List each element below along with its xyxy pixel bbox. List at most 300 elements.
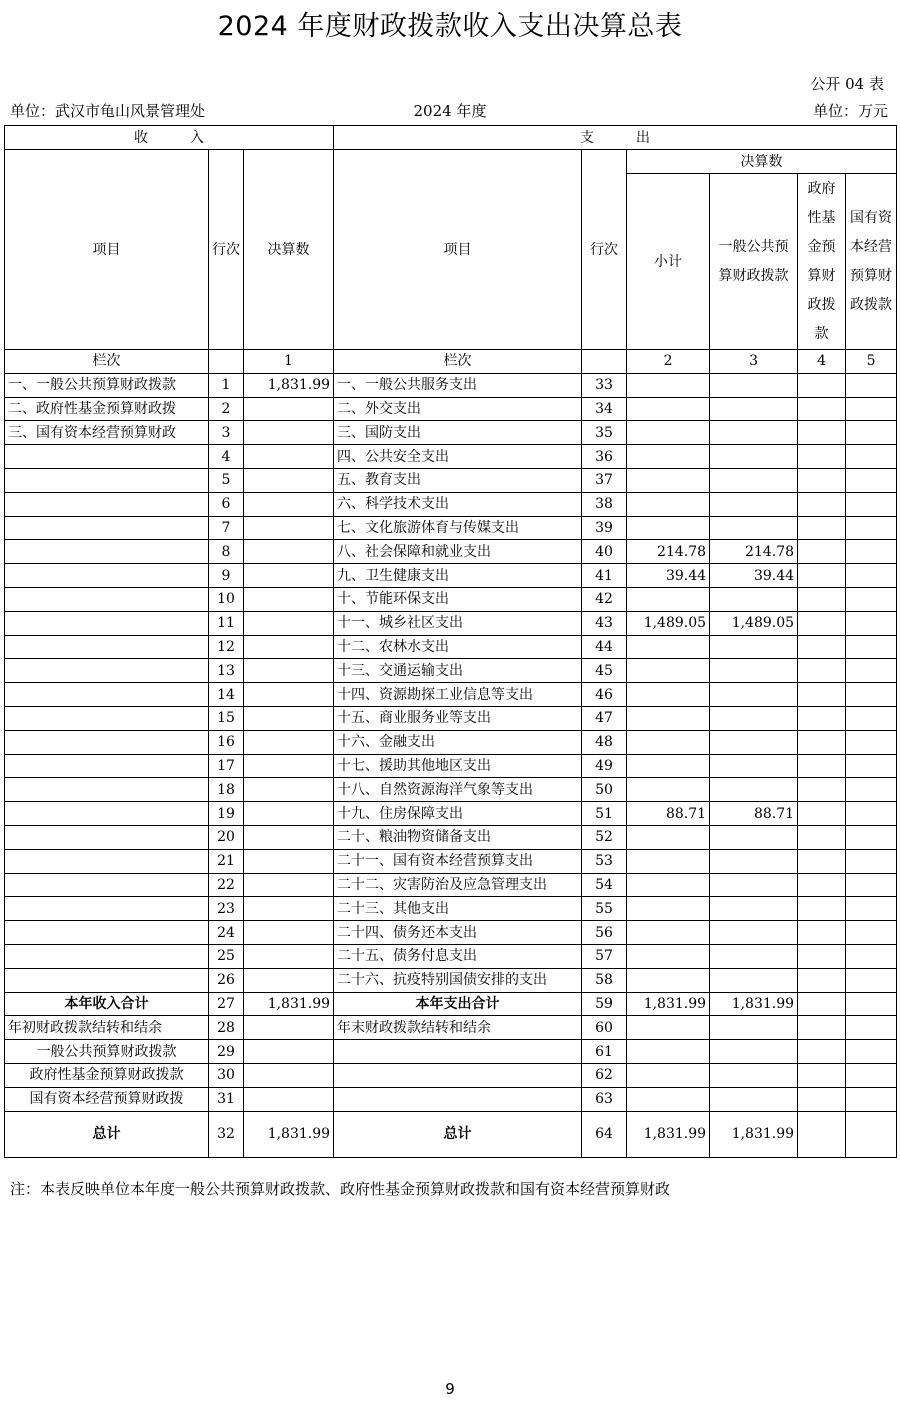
expense-general-budget bbox=[710, 873, 798, 897]
income-amount-header: 决算数 bbox=[244, 150, 334, 350]
expense-state-capital bbox=[846, 635, 897, 659]
table-row bbox=[5, 587, 897, 611]
income-item bbox=[5, 540, 209, 564]
expense-gov-fund bbox=[798, 897, 846, 921]
expense-item: 三、国防支出 bbox=[334, 421, 582, 445]
expense-subtotal bbox=[627, 897, 710, 921]
expense-gov-fund bbox=[798, 683, 846, 707]
expense-general-budget bbox=[710, 706, 798, 730]
expense-general-budget bbox=[710, 445, 798, 469]
income-row-number: 26 bbox=[209, 968, 244, 992]
income-item: 政府性基金预算财政拨款 bbox=[5, 1063, 209, 1087]
expense-item: 六、科学技术支出 bbox=[334, 492, 582, 516]
income-item bbox=[5, 611, 209, 635]
income-item: 本年收入合计 bbox=[5, 992, 209, 1016]
table-row bbox=[5, 683, 897, 707]
income-item: 一般公共预算财政拨款 bbox=[5, 1040, 209, 1064]
expense-item: 二十六、抗疫特别国债安排的支出 bbox=[334, 968, 582, 992]
expense-subtotal bbox=[627, 516, 710, 540]
income-item bbox=[5, 897, 209, 921]
page-number: 9 bbox=[445, 1380, 455, 1398]
expense-subtotal bbox=[627, 492, 710, 516]
expense-item: 九、卫生健康支出 bbox=[334, 564, 582, 588]
table-row bbox=[5, 706, 897, 730]
income-amount bbox=[244, 587, 334, 611]
expense-gov-fund bbox=[798, 611, 846, 635]
income-amount: 1,831.99 bbox=[244, 1111, 334, 1157]
income-amount bbox=[244, 564, 334, 588]
expense-state-capital bbox=[846, 706, 897, 730]
expense-item bbox=[334, 1087, 582, 1111]
expense-subtotal bbox=[627, 754, 710, 778]
expense-item bbox=[334, 1040, 582, 1064]
expense-state-capital bbox=[846, 373, 897, 397]
income-item bbox=[5, 706, 209, 730]
expense-subtotal bbox=[627, 730, 710, 754]
table-row bbox=[5, 492, 897, 516]
expense-gov-fund bbox=[798, 516, 846, 540]
income-row-number: 15 bbox=[209, 706, 244, 730]
table-row bbox=[5, 540, 897, 564]
income-row-number: 17 bbox=[209, 754, 244, 778]
income-amount bbox=[244, 492, 334, 516]
income-row-number: 4 bbox=[209, 445, 244, 469]
expense-state-capital bbox=[846, 873, 897, 897]
income-amount bbox=[244, 1063, 334, 1087]
lanci-label: 栏次 bbox=[334, 350, 582, 374]
expense-row-number: 52 bbox=[582, 825, 627, 849]
expense-state-capital bbox=[846, 611, 897, 635]
income-item-header: 项目 bbox=[5, 150, 209, 350]
table-row bbox=[5, 1016, 897, 1040]
expense-row-number: 44 bbox=[582, 635, 627, 659]
expense-general-budget bbox=[710, 397, 798, 421]
expense-gov-fund bbox=[798, 587, 846, 611]
income-amount: 1,831.99 bbox=[244, 373, 334, 397]
income-item bbox=[5, 968, 209, 992]
expense-state-capital bbox=[846, 659, 897, 683]
income-item bbox=[5, 468, 209, 492]
expense-row-number: 36 bbox=[582, 445, 627, 469]
expense-general-budget bbox=[710, 778, 798, 802]
expense-general-budget bbox=[710, 1016, 798, 1040]
expense-general-budget bbox=[710, 421, 798, 445]
table-row bbox=[5, 730, 897, 754]
expense-state-capital bbox=[846, 421, 897, 445]
subtotal-header: 小计 bbox=[627, 174, 710, 350]
expense-general-budget bbox=[710, 754, 798, 778]
expense-item: 十二、农林水支出 bbox=[334, 635, 582, 659]
expense-state-capital bbox=[846, 825, 897, 849]
expense-item: 二十四、债务还本支出 bbox=[334, 921, 582, 945]
expense-state-capital bbox=[846, 992, 897, 1016]
income-item bbox=[5, 564, 209, 588]
expense-subtotal: 39.44 bbox=[627, 564, 710, 588]
income-row-number: 29 bbox=[209, 1040, 244, 1064]
income-header: 收 入 bbox=[5, 126, 334, 150]
expense-state-capital bbox=[846, 683, 897, 707]
expense-header: 支 出 bbox=[334, 126, 897, 150]
expense-item: 总计 bbox=[334, 1111, 582, 1157]
income-amount bbox=[244, 730, 334, 754]
expense-row-number: 33 bbox=[582, 373, 627, 397]
expense-state-capital bbox=[846, 778, 897, 802]
expense-item: 十九、住房保障支出 bbox=[334, 802, 582, 826]
expense-general-budget bbox=[710, 897, 798, 921]
income-amount bbox=[244, 635, 334, 659]
income-item bbox=[5, 683, 209, 707]
expense-state-capital bbox=[846, 1040, 897, 1064]
expense-row-number: 48 bbox=[582, 730, 627, 754]
income-row-number: 1 bbox=[209, 373, 244, 397]
expense-general-budget bbox=[710, 1063, 798, 1087]
income-item bbox=[5, 587, 209, 611]
income-amount bbox=[244, 468, 334, 492]
table-row bbox=[5, 611, 897, 635]
expense-state-capital bbox=[846, 445, 897, 469]
expense-subtotal bbox=[627, 921, 710, 945]
table-row bbox=[5, 397, 897, 421]
expense-general-budget bbox=[710, 468, 798, 492]
table-row bbox=[5, 825, 897, 849]
income-row-number: 6 bbox=[209, 492, 244, 516]
expense-subtotal bbox=[627, 968, 710, 992]
lanci-label: 栏次 bbox=[5, 350, 209, 374]
income-amount bbox=[244, 706, 334, 730]
unit-label: 单位：武汉市龟山风景管理处 bbox=[10, 102, 206, 120]
expense-item: 一、一般公共服务支出 bbox=[334, 373, 582, 397]
expense-state-capital bbox=[846, 754, 897, 778]
table-row bbox=[5, 659, 897, 683]
page-title: 2024 年度财政拨款收入支出决算总表 bbox=[217, 11, 683, 42]
expense-subtotal bbox=[627, 1063, 710, 1087]
expense-general-budget bbox=[710, 516, 798, 540]
expense-subtotal bbox=[627, 706, 710, 730]
expense-general-budget bbox=[710, 944, 798, 968]
expense-state-capital bbox=[846, 1016, 897, 1040]
expense-item: 十六、金融支出 bbox=[334, 730, 582, 754]
expense-subtotal bbox=[627, 421, 710, 445]
table-row bbox=[5, 1087, 897, 1111]
expense-state-capital bbox=[846, 1111, 897, 1157]
income-row-number: 12 bbox=[209, 635, 244, 659]
income-row-number: 3 bbox=[209, 421, 244, 445]
money-unit-label: 单位：万元 bbox=[812, 102, 888, 120]
table-row bbox=[5, 802, 897, 826]
income-item: 三、国有资本经营预算财政 bbox=[5, 421, 209, 445]
col-number: 2 bbox=[627, 350, 710, 374]
expense-general-budget: 88.71 bbox=[710, 802, 798, 826]
expense-state-capital bbox=[846, 944, 897, 968]
table-row bbox=[5, 944, 897, 968]
income-amount bbox=[244, 611, 334, 635]
expense-item: 十四、资源勘探工业信息等支出 bbox=[334, 683, 582, 707]
table-row bbox=[5, 754, 897, 778]
expense-row-number: 39 bbox=[582, 516, 627, 540]
income-row-number: 18 bbox=[209, 778, 244, 802]
expense-gov-fund bbox=[798, 1111, 846, 1157]
expense-general-budget bbox=[710, 825, 798, 849]
expense-item: 年末财政拨款结转和结余 bbox=[334, 1016, 582, 1040]
expense-general-budget: 214.78 bbox=[710, 540, 798, 564]
expense-amount-header: 决算数 bbox=[627, 150, 897, 174]
expense-subtotal bbox=[627, 1040, 710, 1064]
income-amount bbox=[244, 659, 334, 683]
expense-gov-fund bbox=[798, 659, 846, 683]
income-row-number: 7 bbox=[209, 516, 244, 540]
table-row bbox=[5, 992, 897, 1016]
income-item bbox=[5, 754, 209, 778]
income-amount: 1,831.99 bbox=[244, 992, 334, 1016]
expense-general-budget bbox=[710, 373, 798, 397]
expense-subtotal bbox=[627, 683, 710, 707]
table-row bbox=[5, 421, 897, 445]
expense-gov-fund bbox=[798, 706, 846, 730]
expense-row-number: 54 bbox=[582, 873, 627, 897]
expense-gov-fund bbox=[798, 421, 846, 445]
expense-state-capital bbox=[846, 921, 897, 945]
expense-gov-fund bbox=[798, 373, 846, 397]
income-row-number: 23 bbox=[209, 897, 244, 921]
income-amount bbox=[244, 540, 334, 564]
income-amount bbox=[244, 754, 334, 778]
expense-row-number: 43 bbox=[582, 611, 627, 635]
expense-item: 七、文化旅游体育与传媒支出 bbox=[334, 516, 582, 540]
expense-row-number: 55 bbox=[582, 897, 627, 921]
expense-gov-fund bbox=[798, 1016, 846, 1040]
table-row bbox=[5, 373, 897, 397]
expense-subtotal bbox=[627, 445, 710, 469]
expense-state-capital bbox=[846, 564, 897, 588]
expense-general-budget bbox=[710, 921, 798, 945]
income-item: 国有资本经营预算财政拨 bbox=[5, 1087, 209, 1111]
expense-rowno-header: 行次 bbox=[582, 150, 627, 350]
expense-gov-fund bbox=[798, 873, 846, 897]
expense-row-number: 35 bbox=[582, 421, 627, 445]
income-amount bbox=[244, 873, 334, 897]
expense-row-number: 62 bbox=[582, 1063, 627, 1087]
expense-general-budget: 1,831.99 bbox=[710, 992, 798, 1016]
income-row-number: 5 bbox=[209, 468, 244, 492]
expense-gov-fund bbox=[798, 635, 846, 659]
expense-item: 十、节能环保支出 bbox=[334, 587, 582, 611]
table-row bbox=[5, 873, 897, 897]
expense-gov-fund bbox=[798, 564, 846, 588]
expense-row-number: 37 bbox=[582, 468, 627, 492]
state-capital-header: 国有资本经营预算财政拨款 bbox=[846, 174, 897, 350]
income-item bbox=[5, 778, 209, 802]
expense-item: 十七、援助其他地区支出 bbox=[334, 754, 582, 778]
expense-item: 八、社会保障和就业支出 bbox=[334, 540, 582, 564]
expense-gov-fund bbox=[798, 849, 846, 873]
expense-gov-fund bbox=[798, 921, 846, 945]
expense-general-budget bbox=[710, 683, 798, 707]
income-item bbox=[5, 825, 209, 849]
income-amount bbox=[244, 849, 334, 873]
income-amount bbox=[244, 516, 334, 540]
income-item bbox=[5, 516, 209, 540]
expense-subtotal: 1,831.99 bbox=[627, 1111, 710, 1157]
income-row-number: 9 bbox=[209, 564, 244, 588]
income-item: 二、政府性基金预算财政拨 bbox=[5, 397, 209, 421]
income-row-number: 25 bbox=[209, 944, 244, 968]
expense-state-capital bbox=[846, 468, 897, 492]
table-row bbox=[5, 1040, 897, 1064]
income-amount bbox=[244, 921, 334, 945]
expense-item: 二、外交支出 bbox=[334, 397, 582, 421]
expense-row-number: 49 bbox=[582, 754, 627, 778]
expense-state-capital bbox=[846, 897, 897, 921]
expense-row-number: 46 bbox=[582, 683, 627, 707]
income-amount bbox=[244, 825, 334, 849]
income-item: 年初财政拨款结转和结余 bbox=[5, 1016, 209, 1040]
col-number: 4 bbox=[798, 350, 846, 374]
income-row-number: 31 bbox=[209, 1087, 244, 1111]
expense-general-budget: 1,489.05 bbox=[710, 611, 798, 635]
expense-subtotal: 88.71 bbox=[627, 802, 710, 826]
table-row bbox=[5, 921, 897, 945]
expense-subtotal bbox=[627, 1016, 710, 1040]
expense-row-number: 50 bbox=[582, 778, 627, 802]
table-row bbox=[5, 778, 897, 802]
income-amount bbox=[244, 1087, 334, 1111]
income-row-number: 32 bbox=[209, 1111, 244, 1157]
expense-item: 二十三、其他支出 bbox=[334, 897, 582, 921]
income-row-number: 28 bbox=[209, 1016, 244, 1040]
income-item bbox=[5, 492, 209, 516]
expense-row-number: 59 bbox=[582, 992, 627, 1016]
expense-row-number: 58 bbox=[582, 968, 627, 992]
income-item: 总计 bbox=[5, 1111, 209, 1157]
expense-state-capital bbox=[846, 587, 897, 611]
expense-state-capital bbox=[846, 849, 897, 873]
expense-general-budget bbox=[710, 730, 798, 754]
expense-general-budget bbox=[710, 659, 798, 683]
table-row bbox=[5, 445, 897, 469]
table-row bbox=[5, 516, 897, 540]
income-item bbox=[5, 921, 209, 945]
income-row-number: 2 bbox=[209, 397, 244, 421]
expense-subtotal bbox=[627, 373, 710, 397]
income-amount bbox=[244, 778, 334, 802]
expense-subtotal bbox=[627, 1087, 710, 1111]
expense-gov-fund bbox=[798, 754, 846, 778]
expense-item: 二十、粮油物资储备支出 bbox=[334, 825, 582, 849]
expense-row-number: 56 bbox=[582, 921, 627, 945]
income-amount bbox=[244, 683, 334, 707]
income-item bbox=[5, 730, 209, 754]
expense-gov-fund bbox=[798, 968, 846, 992]
expense-item: 四、公共安全支出 bbox=[334, 445, 582, 469]
income-row-number: 27 bbox=[209, 992, 244, 1016]
expense-general-budget bbox=[710, 587, 798, 611]
expense-gov-fund bbox=[798, 944, 846, 968]
income-row-number: 14 bbox=[209, 683, 244, 707]
income-rowno-header: 行次 bbox=[209, 150, 244, 350]
income-amount bbox=[244, 1016, 334, 1040]
expense-gov-fund bbox=[798, 802, 846, 826]
income-row-number: 22 bbox=[209, 873, 244, 897]
income-item bbox=[5, 944, 209, 968]
expense-subtotal: 1,831.99 bbox=[627, 992, 710, 1016]
income-item bbox=[5, 635, 209, 659]
income-amount bbox=[244, 445, 334, 469]
expense-row-number: 60 bbox=[582, 1016, 627, 1040]
table-row bbox=[5, 897, 897, 921]
expense-general-budget bbox=[710, 492, 798, 516]
table-row bbox=[5, 1111, 897, 1157]
expense-subtotal bbox=[627, 397, 710, 421]
income-item bbox=[5, 873, 209, 897]
expense-row-number: 42 bbox=[582, 587, 627, 611]
table-row bbox=[5, 1063, 897, 1087]
expense-gov-fund bbox=[798, 397, 846, 421]
budget-table bbox=[4, 125, 897, 1158]
expense-row-number: 57 bbox=[582, 944, 627, 968]
table-row bbox=[5, 635, 897, 659]
expense-state-capital bbox=[846, 968, 897, 992]
expense-subtotal bbox=[627, 849, 710, 873]
income-item bbox=[5, 445, 209, 469]
expense-subtotal bbox=[627, 944, 710, 968]
expense-state-capital bbox=[846, 516, 897, 540]
income-amount bbox=[244, 897, 334, 921]
col-number: 3 bbox=[710, 350, 798, 374]
general-budget-header: 一般公共预算财政拨款 bbox=[710, 174, 798, 350]
col-number: 1 bbox=[244, 350, 334, 374]
income-amount bbox=[244, 397, 334, 421]
expense-general-budget: 39.44 bbox=[710, 564, 798, 588]
expense-state-capital bbox=[846, 730, 897, 754]
expense-gov-fund bbox=[798, 825, 846, 849]
expense-general-budget bbox=[710, 1087, 798, 1111]
expense-row-number: 61 bbox=[582, 1040, 627, 1064]
expense-row-number: 51 bbox=[582, 802, 627, 826]
expense-gov-fund bbox=[798, 1063, 846, 1087]
income-amount bbox=[244, 968, 334, 992]
expense-subtotal bbox=[627, 659, 710, 683]
expense-state-capital bbox=[846, 540, 897, 564]
expense-gov-fund bbox=[798, 540, 846, 564]
income-item bbox=[5, 659, 209, 683]
expense-row-number: 38 bbox=[582, 492, 627, 516]
expense-subtotal bbox=[627, 635, 710, 659]
expense-row-number: 53 bbox=[582, 849, 627, 873]
expense-subtotal: 1,489.05 bbox=[627, 611, 710, 635]
expense-gov-fund bbox=[798, 778, 846, 802]
expense-subtotal bbox=[627, 873, 710, 897]
expense-item: 二十五、债务付息支出 bbox=[334, 944, 582, 968]
gov-fund-header: 政府性基金预算财政拨款 bbox=[798, 174, 846, 350]
table-row bbox=[5, 849, 897, 873]
expense-gov-fund bbox=[798, 992, 846, 1016]
expense-row-number: 47 bbox=[582, 706, 627, 730]
income-row-number: 19 bbox=[209, 802, 244, 826]
expense-general-budget bbox=[710, 968, 798, 992]
expense-item: 二十二、灾害防治及应急管理支出 bbox=[334, 873, 582, 897]
expense-gov-fund bbox=[798, 1087, 846, 1111]
expense-subtotal bbox=[627, 778, 710, 802]
income-row-number: 20 bbox=[209, 825, 244, 849]
year-label: 2024 年度 bbox=[413, 102, 487, 120]
income-row-number: 30 bbox=[209, 1063, 244, 1087]
expense-subtotal bbox=[627, 468, 710, 492]
income-item bbox=[5, 802, 209, 826]
expense-item: 十五、商业服务业等支出 bbox=[334, 706, 582, 730]
expense-gov-fund bbox=[798, 730, 846, 754]
expense-row-number: 45 bbox=[582, 659, 627, 683]
expense-general-budget: 1,831.99 bbox=[710, 1111, 798, 1157]
